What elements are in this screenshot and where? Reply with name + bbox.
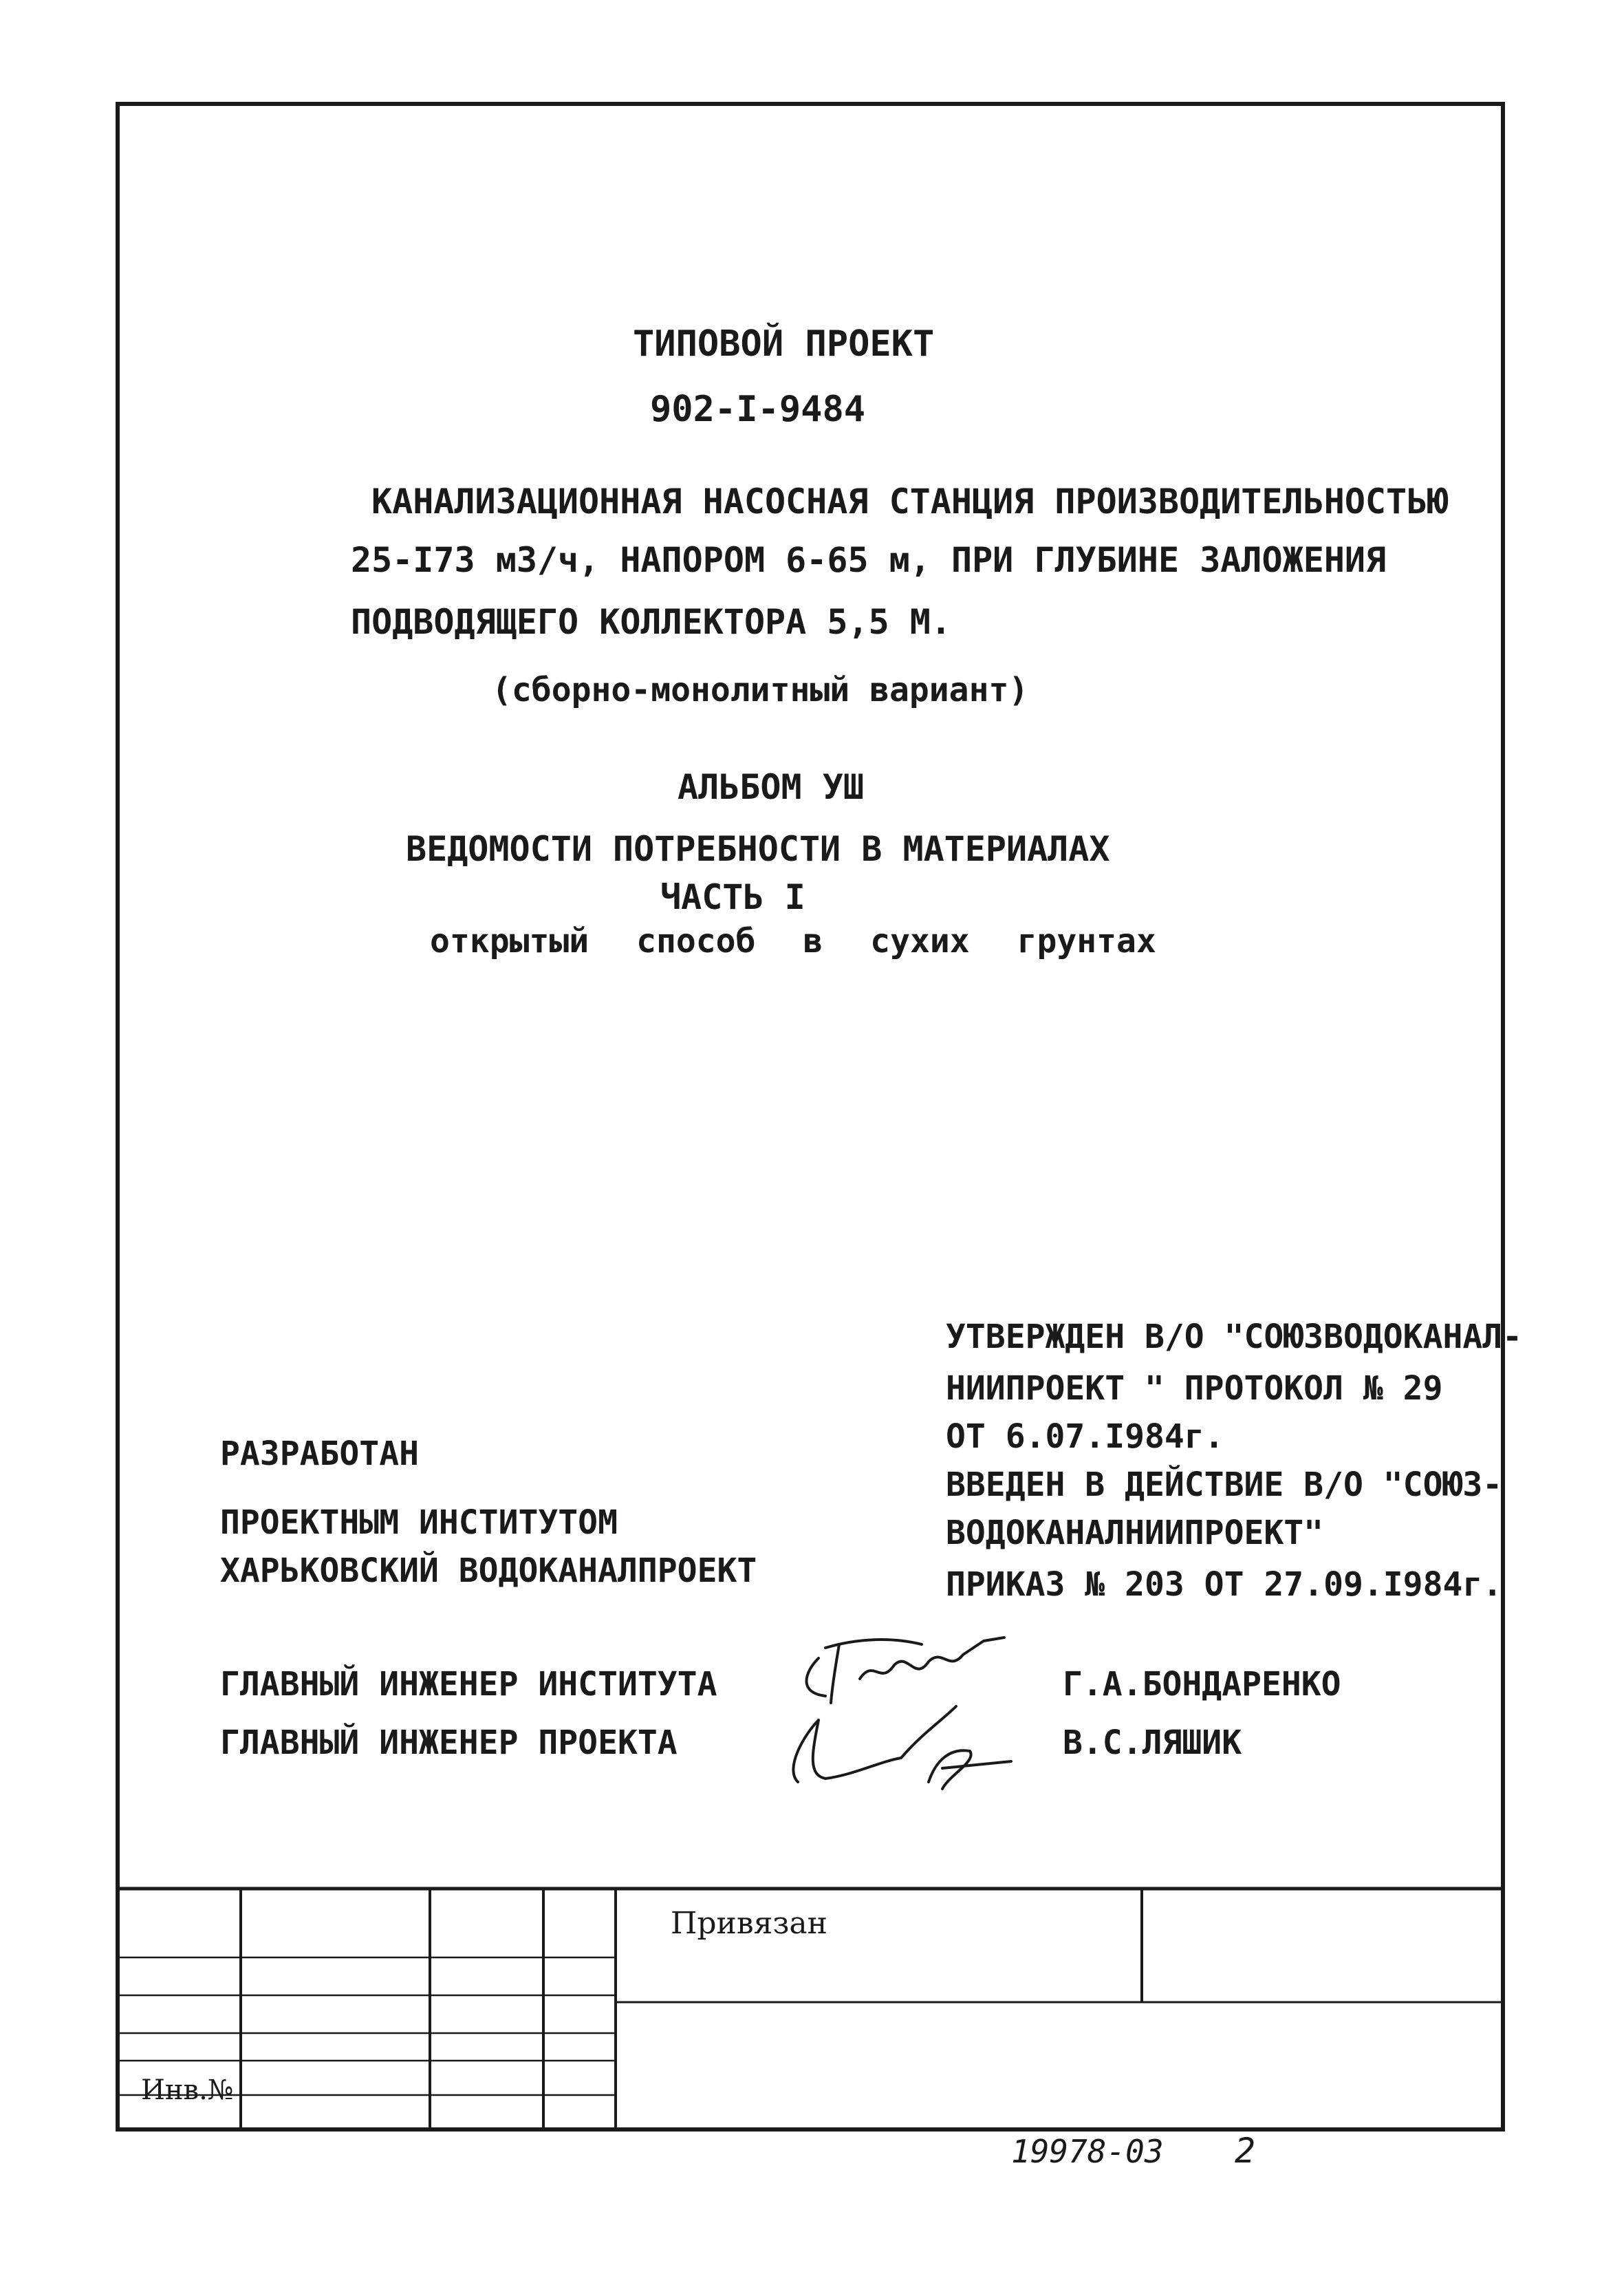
signatory-name-2: В.С.ЛЯШИК	[1063, 1724, 1242, 1762]
developer-line-1: ПРОЕКТНЫМ ИНСТИТУТОМ	[220, 1503, 618, 1542]
project-variant: (сборно-монолитный вариант)	[492, 671, 1029, 709]
developer-label: РАЗРАБОТАН	[220, 1435, 419, 1473]
approval-line-6: ПРИКАЗ № 203 ОТ 27.09.I984г.	[946, 1565, 1503, 1604]
inventory-number-label: Инв.№	[141, 2074, 234, 2106]
album-part: ЧАСТЬ I	[660, 877, 805, 917]
approval-line-2: НИИПРОЕКТ " ПРОТОКОЛ № 29	[946, 1369, 1443, 1408]
developer-line-2: ХАРЬКОВСКИЙ ВОДОКАНАЛПРОЕКТ	[220, 1552, 757, 1590]
archive-code: 19978-03	[1011, 2133, 1164, 2170]
album-title: АЛЬБОМ УШ	[678, 767, 864, 807]
approval-line-4: ВВЕДЕН В ДЕЙСТВИЕ В/О "СОЮЗ-	[946, 1466, 1503, 1504]
signatory-name-1: Г.А.БОНДАРЕНКО	[1063, 1665, 1341, 1704]
project-name-line-2: 25-I73 м3/ч, НАПОРОМ 6-65 м, ПРИ ГЛУБИНЕ ЗАЛОЖЕНИЯ	[351, 540, 1387, 580]
signatory-role-2: ГЛАВНЫЙ ИНЖЕНЕР ПРОЕКТА	[220, 1724, 678, 1762]
signatory-role-1: ГЛАВНЫЙ ИНЖЕНЕР ИНСТИТУТА	[220, 1665, 717, 1704]
project-name-line-1: КАНАЛИЗАЦИОННАЯ НАСОСНАЯ СТАНЦИЯ ПРОИЗВОДИТЕЛЬНОСТЬЮ	[371, 482, 1449, 522]
approval-line-1: УТВЕРЖДЕН В/О "СОЮЗВОДОКАНАЛ-	[946, 1318, 1523, 1356]
approval-line-3: ОТ 6.07.I984г.	[946, 1417, 1224, 1456]
album-method: открытый способ в сухих грунтах	[430, 922, 1156, 960]
project-name-line-3: ПОДВОДЯЩЕГО КОЛЛЕКТОРА 5,5 М.	[351, 602, 951, 642]
document-type-title: ТИПОВОЙ ПРОЕКТ	[633, 323, 935, 365]
bound-label: Привязан	[671, 1906, 827, 1941]
approval-line-5: ВОДОКАНАЛНИИПРОЕКТ"	[946, 1514, 1324, 1552]
page-number: 2	[1235, 2131, 1256, 2171]
album-subject: ВЕДОМОСТИ ПОТРЕБНОСТИ В МАТЕРИАЛАХ	[406, 829, 1110, 869]
project-number: 902-I-9484	[650, 389, 866, 430]
